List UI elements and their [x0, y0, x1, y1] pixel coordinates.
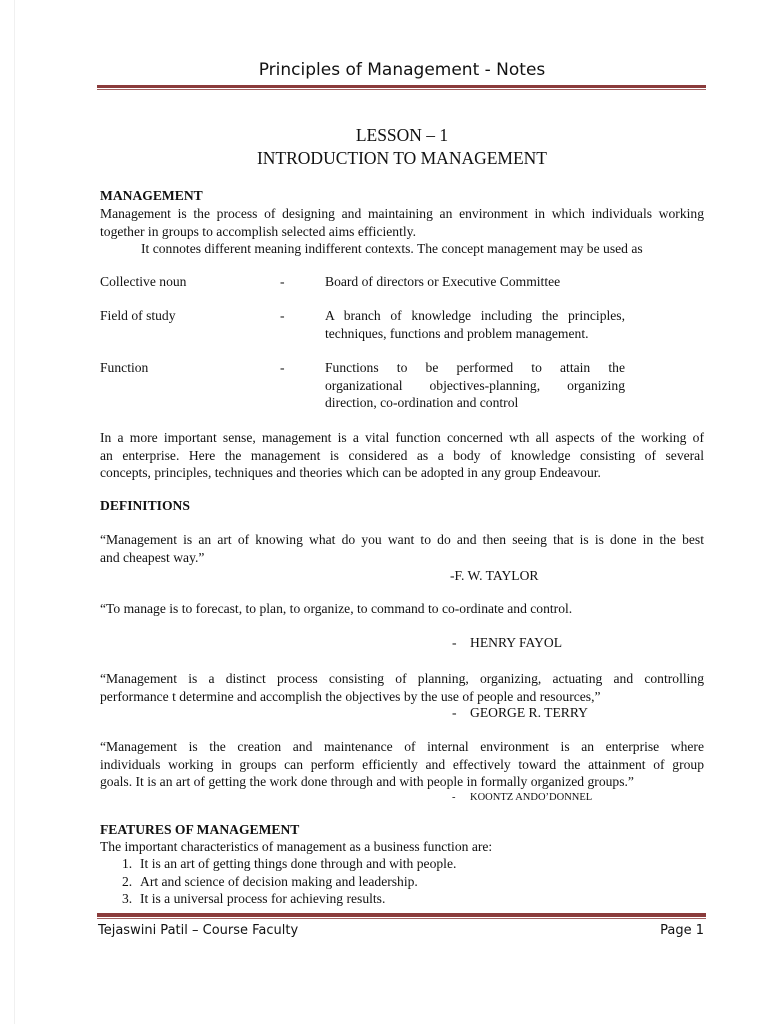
- taylor-quote: [100, 531, 704, 566]
- list-number: 1.: [122, 856, 133, 871]
- page-header-title: Principles of Management - Notes: [258, 60, 546, 80]
- quote-author-terry: GEORGE R. TERRY: [470, 705, 588, 720]
- use-term: Field of study: [100, 308, 176, 323]
- management-paragraph: [100, 205, 704, 240]
- header-rule: [97, 85, 706, 88]
- quote-line: goals. It is an art of getting the work done through and with people in formally organized groups.”: [100, 774, 634, 789]
- list-number: 2.: [122, 874, 133, 889]
- terry-quote: [100, 670, 704, 705]
- section-heading-definitions: DEFINITIONS: [100, 498, 190, 513]
- use-definition: [325, 307, 625, 342]
- use-dash: -: [280, 360, 285, 375]
- use-dash: -: [280, 274, 285, 289]
- use-definition: [325, 359, 625, 412]
- quote-author-taylor: -F. W. TAYLOR: [450, 568, 539, 583]
- definition-line: organizational objectives-planning, organizing: [325, 377, 625, 393]
- quote-author-dash: -: [452, 635, 457, 650]
- definition-line: techniques, functions and problem management.: [325, 325, 589, 341]
- page-edge: [14, 0, 15, 1024]
- definition-line: Board of directors or Executive Committee: [325, 274, 561, 289]
- use-dash: -: [280, 308, 285, 323]
- footer-rule-thin: [97, 918, 706, 919]
- fayol-quote: “To manage is to forecast, to plan, to organize, to command to co-ordinate and control.: [100, 601, 573, 616]
- footer-page-number: Page 1: [660, 923, 704, 938]
- paragraph-line: an enterprise. Here the management is considered as a body of knowledge consisting of several: [100, 447, 704, 463]
- header-rule-thin: [97, 89, 706, 90]
- quote-line: individuals working in groups can perform efficiently and effectively toward the attainment of group: [100, 756, 704, 772]
- paragraph-line: together in groups to accomplish selected aims efficiently.: [100, 223, 416, 239]
- quote-author-dash: -: [452, 792, 456, 803]
- important-sense-paragraph: [100, 429, 704, 482]
- quote-line: “Management is the creation and maintenance of internal environment is an enterprise where: [100, 739, 704, 754]
- definition-line: A branch of knowledge including the principles,: [325, 308, 625, 323]
- list-item: [122, 873, 418, 891]
- management-context-line: It connotes different meaning indifferent contexts. The concept management may be used as: [141, 241, 643, 256]
- lesson-title: INTRODUCTION TO MANAGEMENT: [256, 148, 548, 168]
- quote-line: “Management is a distinct process consisting of planning, organizing, actuating and controlling: [100, 671, 704, 686]
- definition-line: direction, co-ordination and control: [325, 395, 519, 410]
- paragraph-line: concepts, principles, techniques and theories which can be adopted in any group Endeavour.: [100, 465, 601, 480]
- list-item: [122, 890, 385, 908]
- use-definition: [325, 273, 625, 291]
- koontz-quote: [100, 738, 704, 791]
- list-item: [122, 855, 456, 873]
- section-heading-management: MANAGEMENT: [100, 188, 203, 203]
- list-number: 3.: [122, 891, 133, 906]
- footer-author: Tejaswini Patil – Course Faculty: [98, 923, 299, 938]
- quote-line: and cheapest way.”: [100, 549, 205, 565]
- list-text: Art and science of decision making and leadership.: [140, 874, 418, 889]
- quote-author-koontz: KOONTZ ANDO’DONNEL: [470, 792, 593, 803]
- use-term: Collective noun: [100, 274, 187, 289]
- section-heading-features: FEATURES OF MANAGEMENT: [100, 822, 300, 837]
- definition-line: Functions to be performed to attain the: [325, 360, 625, 375]
- list-text: It is an art of getting things done through and with people.: [140, 856, 457, 871]
- paragraph-line: In a more important sense, management is a vital function concerned wth all aspects of the working of: [100, 430, 704, 445]
- list-text: It is a universal process for achieving results.: [140, 891, 386, 906]
- paragraph-line: Management is the process of designing and maintaining an environment in which individuals working: [100, 206, 704, 221]
- quote-author-fayol: HENRY FAYOL: [470, 635, 563, 650]
- quote-author-dash: -: [452, 705, 457, 720]
- footer-rule: [97, 913, 706, 917]
- quote-line: performance t determine and accomplish the objectives by the use of people and resources,”: [100, 688, 601, 704]
- features-intro: The important characteristics of management as a business function are:: [100, 839, 493, 854]
- lesson-number: LESSON – 1: [355, 125, 449, 145]
- use-term: Function: [100, 360, 149, 375]
- quote-line: “Management is an art of knowing what do you want to do and then seeing that is is done in the best: [100, 532, 704, 547]
